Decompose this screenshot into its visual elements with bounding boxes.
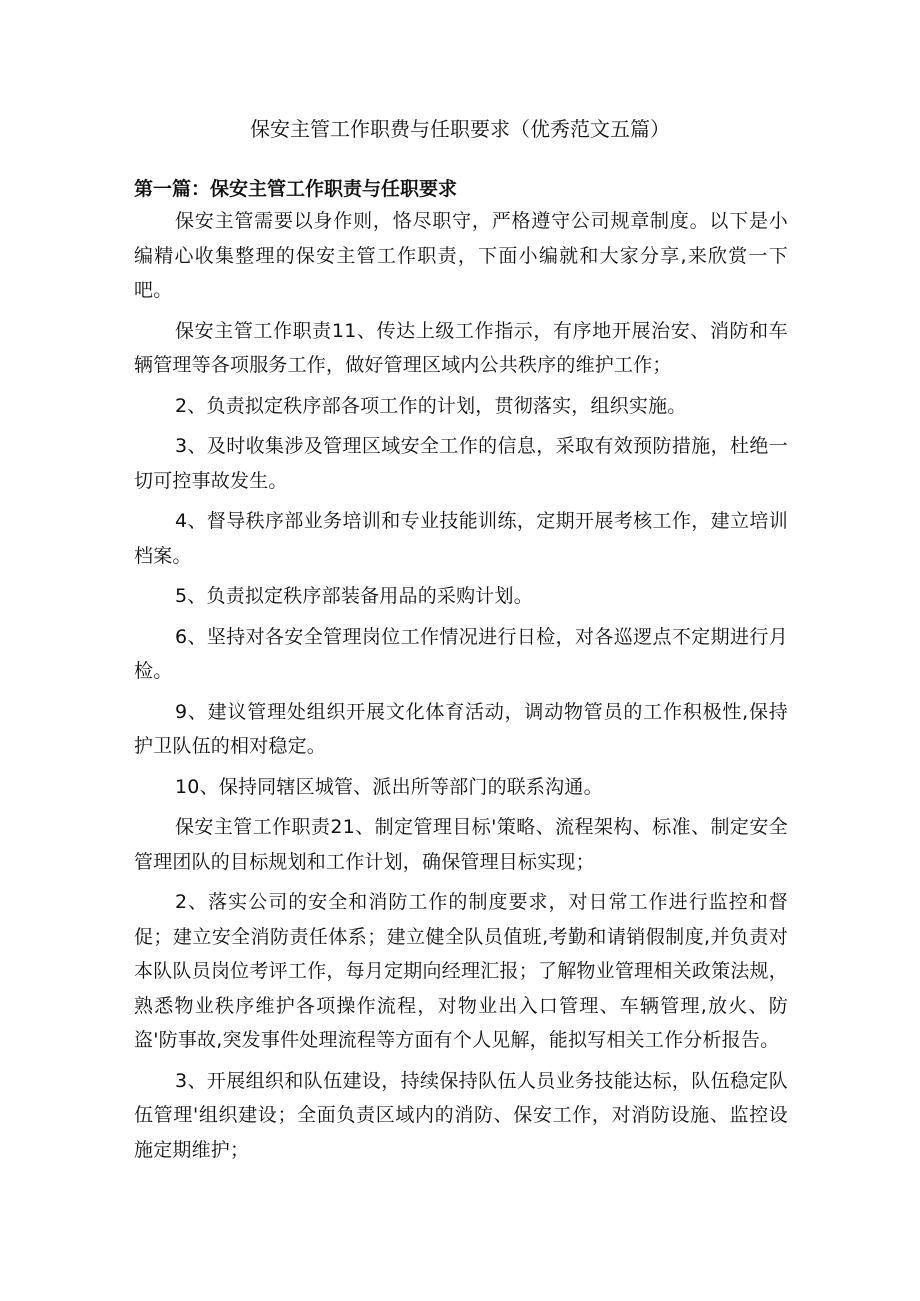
paragraph-duty-2-item-2: 2、落实公司的安全和消防工作的制度要求，对日常工作进行监控和督促；建立安全消防责任体系；建立健全队员值班,考勤和请销假制度,并负责对本队队员岗位考评工作，每月定期向经理汇报；了解物业管理相关政策法规，熟悉物业秩序维护各项操作流程，对物业出入口管理、车辆管理,放火、防盗'防事故,突发事件处理流程等方面有个人见解，能拟写相关工作分析报告。 <box>134 891 788 1051</box>
section-heading: 第一篇：保安主管工作职责与任职要求 <box>134 178 458 200</box>
paragraph-duty-1-item-10: 10、保持同辖区城管、派出所等部门的联系沟通。 <box>175 775 603 798</box>
paragraph-duty-2-item-3: 3、开展组织和队伍建设，持续保持队伍人员业务技能达标，队伍稳定队伍管理'组织建设；全面负责区域内的消防、保安工作，对消防设施、监控设施定期维护； <box>134 1069 788 1161</box>
document-title: 保安主管工作职费与任职要求（优秀范文五篇） <box>250 117 670 141</box>
paragraph-duty-1-item-9: 9、建议管理处组织开展文化体育活动，调动物管员的工作积极性,保持护卫队伍的相对稳定。 <box>134 700 788 757</box>
paragraph-duty-1-item-5: 5、负责拟定秩序部装备用品的采购计划。 <box>175 585 533 607</box>
paragraph-duty-1-item-4: 4、督导秩序部业务培训和专业技能训练，定期开展考核工作，建立培训档案。 <box>134 510 788 567</box>
paragraph-duty-1-item-6: 6、坚持对各安全管理岗位工作情况进行日检，对各巡逻点不定期进行月检。 <box>134 625 788 682</box>
paragraph-duty-2-item-1: 保安主管工作职责21、制定管理目标'策略、流程架构、标准、制定安全管理团队的目标规划和工作计划，确保管理目标实现； <box>134 816 788 873</box>
paragraph-duty-1-item-3: 3、及时收集涉及管理区域安全工作的信息，采取有效预防措施，杜绝一切可控事故发生。 <box>134 435 788 492</box>
paragraph-duty-1-item-1: 保安主管工作职责11、传达上级工作指示，有序地开展治安、消防和车辆管理等各项服务工作，做好管理区域内公共秩序的维护工作； <box>134 319 788 376</box>
paragraph-duty-1-item-2: 2、负责拟定秩序部各项工作的计划，贯彻落实，组织实施。 <box>175 394 687 417</box>
paragraph-intro: 保安主管需要以身作则，恪尽职守，严格遵守公司规章制度。以下是小编精心收集整理的保安主管工作职责，下面小编就和大家分享,来欣赏一下吧。 <box>134 210 788 301</box>
document-body <box>134 204 788 1173</box>
